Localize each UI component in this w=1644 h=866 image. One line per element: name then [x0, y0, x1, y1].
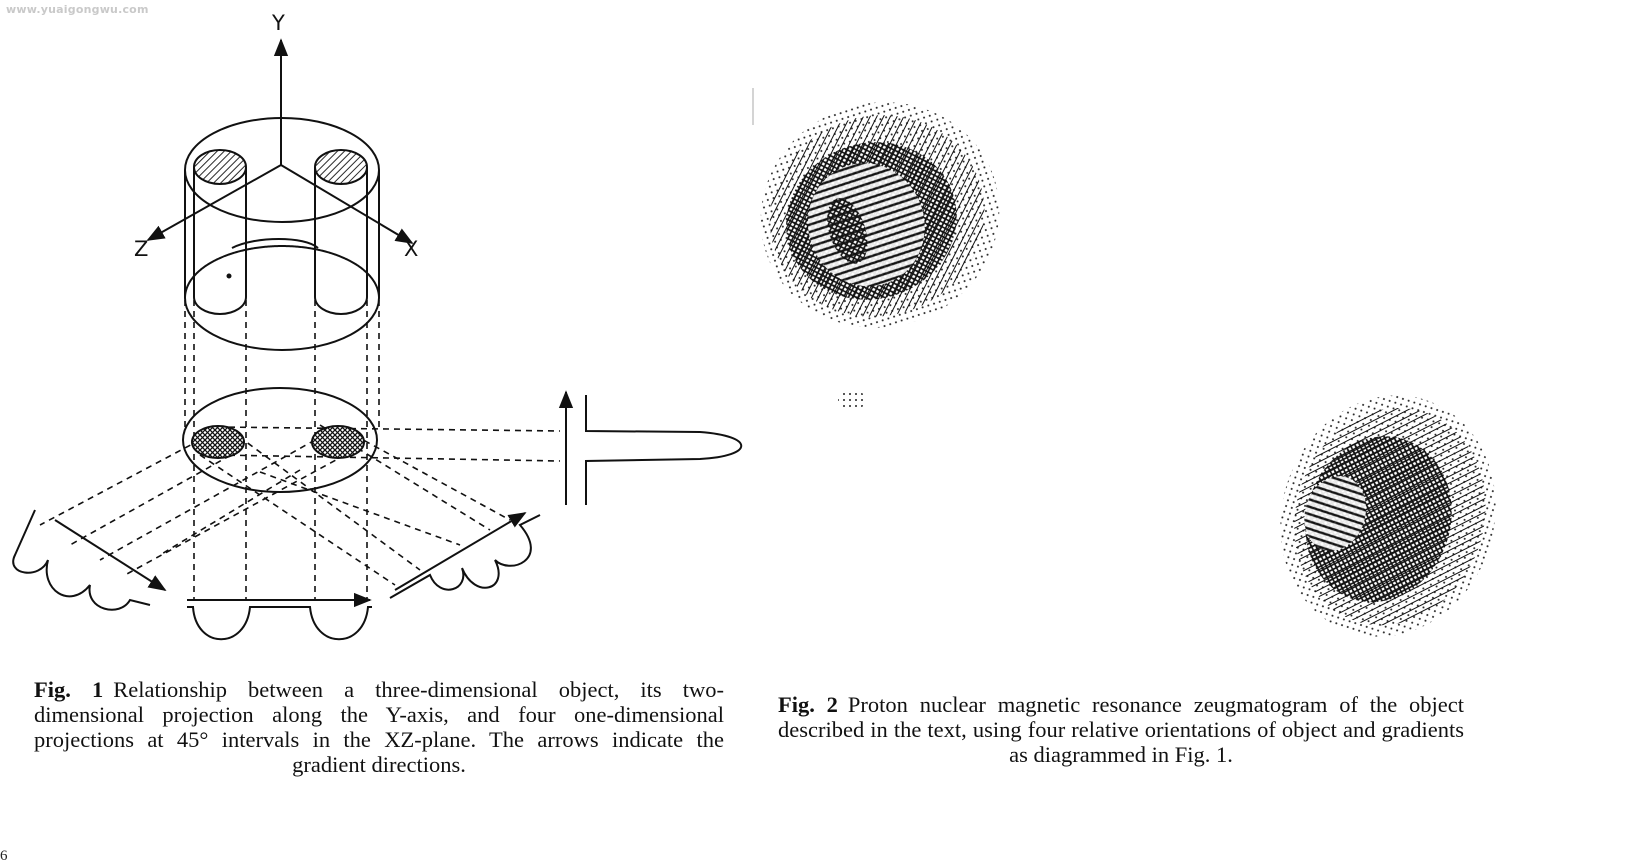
z-axis-label: Z — [134, 237, 149, 261]
lower-left-projection-profile — [13, 510, 150, 610]
figure-1-caption — [34, 677, 724, 777]
rod-right-top — [315, 150, 367, 184]
y-axis-label: Y — [272, 11, 285, 35]
watermark: www.yuaigongwu.com — [6, 3, 149, 16]
rod-left-top — [194, 150, 246, 184]
cylinder-back-arc — [185, 246, 379, 298]
cylinder-bottom-arc — [185, 298, 379, 350]
figure-2-label: Fig. 2 — [778, 692, 838, 717]
projection-spot-left — [192, 426, 244, 458]
page-number: 6 — [0, 848, 8, 864]
bottom-projection-profile — [187, 607, 372, 639]
projection-spot-right — [312, 426, 364, 458]
figure-1-diagram — [0, 0, 760, 655]
zeugmatogram-blob-lower-right — [1249, 367, 1526, 660]
figure-2-zeugmatogram — [752, 80, 1644, 660]
zeugmatogram-blob-upper-left — [752, 80, 1029, 359]
figure-2-caption — [778, 692, 1464, 767]
figure-2-caption-text: Proton nuclear magnetic resonance zeugmatogram of the object described in the text, using four relative orientations of object and gradients as diagrammed in Fig. 1. — [778, 692, 1464, 767]
lower-right-projection-profile — [390, 515, 540, 598]
figure-1-label: Fig. 1 — [34, 677, 104, 702]
x-axis-label: X — [404, 237, 419, 261]
right-projection-profile — [586, 395, 741, 505]
figure-1-caption-text: Relationship between a three-dimensional object, its two-dimensional projection along the Y-axis, and four one-dimensional projections at 45° intervals in the XZ-plane. The arrows indicate the gradient directions. — [34, 677, 725, 777]
stray-dots-cluster — [838, 390, 866, 410]
